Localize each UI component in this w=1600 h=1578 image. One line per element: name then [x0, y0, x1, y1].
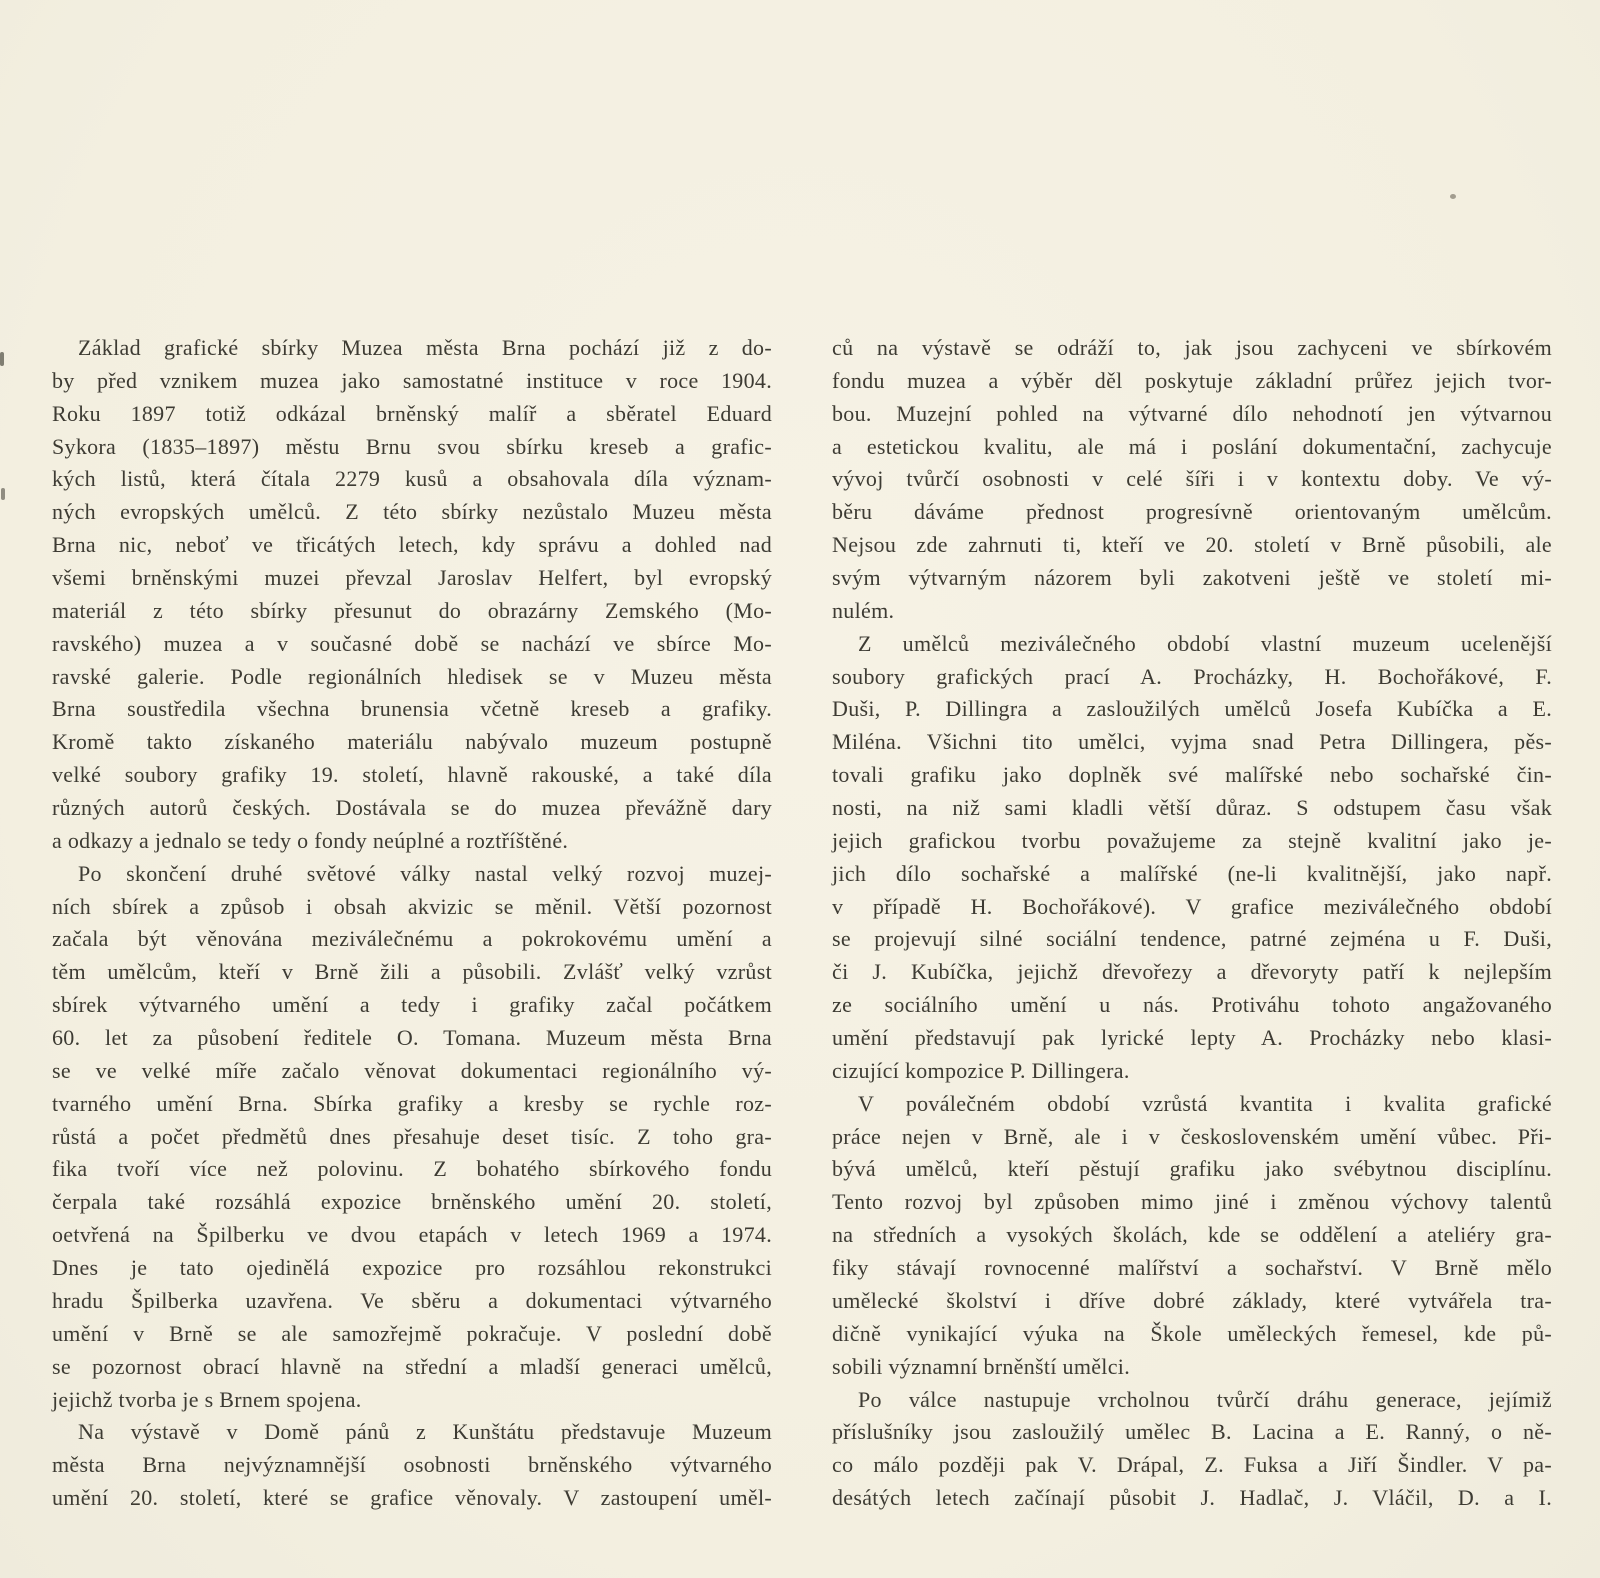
text-line: sobili významní brněnští umělci.: [832, 1353, 1130, 1379]
text-line: Základ grafické sbírky Muzea města Brna pochází již z do-: [78, 335, 772, 360]
text-line: svým výtvarným názorem byli zakotveni ještě ve století mi-: [832, 565, 1552, 591]
left-text-column: [52, 332, 772, 1515]
text-line: desátých letech začínají působit J. Hadlač, J. Vláčil, D. a I.: [832, 1485, 1552, 1511]
text-line: se pozornost obrací hlavně na střední a mladší generaci umělců,: [52, 1353, 772, 1379]
text-line: jejich grafickou tvorbu považujeme za stejně kvalitní jako je-: [832, 827, 1552, 853]
text-line: ců na výstavě se odráží to, jak jsou zachyceni ve sbírkovém: [832, 335, 1552, 360]
text-line: Miléna. Všichni tito umělci, vyjma snad Petra Dillingera, pěs-: [832, 729, 1552, 755]
text-line: soubory grafických prací A. Procházky, H. Bochořákové, F.: [832, 663, 1552, 689]
text-line: běru dáváme přednost progresívně orientovaným umělcům.: [832, 499, 1552, 525]
text-line: tovali grafiku jako doplněk své malířské nebo sochařské čin-: [832, 762, 1552, 788]
text-line: Z umělců meziválečného období vlastní muzeum ucelenější: [858, 630, 1552, 656]
text-line: ravského) muzea a v současné době se nachází ve sbírce Mo-: [52, 630, 772, 656]
text-line: umění v Brně se ale samozřejmě pokračuje. V poslední době: [52, 1320, 772, 1346]
text-line: Po válce nastupuje vrcholnou tvůrčí dráhu generace, jejímiž: [858, 1386, 1552, 1412]
text-line: Kromě takto získaného materiálu nabývalo muzeum postupně: [52, 729, 772, 755]
text-line: Nejsou zde zahrnuti ti, kteří ve 20. století v Brně působili, ale: [832, 532, 1552, 558]
text-line: a estetickou kvalitu, ale má i poslání dokumentační, zachycuje: [832, 433, 1552, 459]
text-line: 60. let za působení ředitele O. Tomana. Muzeum města Brna: [52, 1025, 772, 1051]
text-line: začala být věnována meziválečnému a pokrokovému umění a: [52, 926, 772, 952]
text-line: nosti, na niž sami kladli větší důraz. S odstupem času však: [832, 795, 1552, 821]
text-line: všemi brněnskými muzei převzal Jaroslav Helfert, byl evropský: [52, 565, 772, 591]
text-line: by před vznikem muzea jako samostatné instituce v roce 1904.: [52, 367, 772, 393]
text-line: Duši, P. Dillingra a zasloužilých umělců Josefa Kubíčka a E.: [832, 696, 1552, 722]
text-line: cizující kompozice P. Dillingera.: [832, 1057, 1130, 1083]
text-line: bývá umělců, kteří pěstují grafiku jako svébytnou disciplínu.: [832, 1156, 1552, 1182]
text-line: co málo později pak V. Drápal, Z. Fuksa a Jiří Šindler. V pa-: [832, 1452, 1552, 1478]
text-line: umělecké školství i dříve dobré základy, které vytvářela tra-: [832, 1287, 1552, 1313]
right-text-column: [832, 332, 1552, 1515]
text-line: velké soubory grafiky 19. století, hlavně rakouské, a také díla: [52, 762, 772, 788]
text-line: fondu muzea a výběr děl poskytuje základní průřez jejich tvor-: [832, 367, 1552, 393]
ink-speck: [1, 488, 5, 500]
text-line: Na výstavě v Domě pánů z Kunštátu představuje Muzeum: [78, 1419, 772, 1445]
text-line: materiál z této sbírky přesunut do obrazárny Zemského (Mo-: [52, 597, 772, 623]
text-line: Brna nic, neboť ve třicátých letech, kdy správu a dohled nad: [52, 532, 772, 558]
text-line: sbírek výtvarného umění a tedy i grafiky začal počátkem: [52, 992, 772, 1018]
text-line: Po skončení druhé světové války nastal velký rozvoj muzej-: [78, 860, 772, 886]
text-line: nulém.: [832, 597, 895, 623]
text-line: ravské galerie. Podle regionálních hledisek se v Muzeu města: [52, 663, 772, 689]
text-line: ních sbírek a způsob i obsah akvizic se měnil. Větší pozornost: [52, 893, 772, 919]
text-line: města Brna nejvýznamnější osobnosti brněnského výtvarného: [52, 1452, 772, 1478]
text-line: ných evropských umělců. Z této sbírky nezůstalo Muzeu města: [52, 499, 772, 525]
text-line: Tento rozvoj byl způsoben mimo jiné i změnou výchovy talentů: [832, 1189, 1552, 1215]
ink-speck: [0, 352, 4, 366]
ink-speck: [1450, 194, 1456, 199]
text-line: kých listů, která čítala 2279 kusů a obsahovala díla význam-: [52, 466, 772, 492]
text-line: ze sociálního umění u nás. Protiváhu tohoto angažovaného: [832, 992, 1552, 1018]
text-line: hradu Špilberka uzavřena. Ve sběru a dokumentaci výtvarného: [52, 1287, 772, 1313]
text-line: těm umělcům, kteří v Brně žili a působili. Zvlášť velký vzrůst: [52, 959, 772, 985]
text-line: Dnes je tato ojedinělá expozice pro rozsáhlou rekonstrukci: [52, 1255, 772, 1281]
text-line: bou. Muzejní pohled na výtvarné dílo nehodnotí jen výtvarnou: [832, 400, 1552, 426]
text-line: a odkazy a jednalo se tedy o fondy neúplné a roztříštěné.: [52, 827, 569, 853]
text-line: umění 20. století, které se grafice věnovaly. V zastoupení uměl-: [52, 1485, 772, 1511]
text-line: Sykora (1835–1897) městu Brnu svou sbírku kreseb a grafic-: [52, 433, 772, 459]
text-line: oetvřená na Špilberku ve dvou etapách v letech 1969 a 1974.: [52, 1222, 772, 1248]
text-line: vývoj tvůrčí osobnosti v celé šíři i v kontextu doby. Ve vý-: [832, 466, 1552, 492]
text-line: V poválečném období vzrůstá kvantita i kvalita grafické: [858, 1090, 1552, 1116]
text-line: umění představují pak lyrické lepty A. Procházky nebo klasi-: [832, 1025, 1552, 1051]
text-line: se ve velké míře začalo věnovat dokumentaci regionálního vý-: [52, 1057, 772, 1083]
text-line: Roku 1897 totiž odkázal brněnský malíř a sběratel Eduard: [52, 400, 772, 426]
text-line: se projevují silné sociální tendence, patrné zejména u F. Duši,: [832, 926, 1552, 952]
text-line: příslušníky jsou zasloužilý umělec B. Lacina a E. Ranný, o ně-: [832, 1419, 1552, 1445]
text-line: fiky stávají rovnocenné malířství a sochařství. V Brně mělo: [832, 1255, 1552, 1281]
text-line: jich dílo sochařské a malířské (ne-li kvalitnější, jako např.: [832, 860, 1552, 886]
text-line: fika tvoří více než polovinu. Z bohatého sbírkového fondu: [52, 1156, 772, 1182]
text-line: různých autorů českých. Dostávala se do muzea převážně dary: [52, 795, 772, 821]
text-line: jejichž tvorba je s Brnem spojena.: [52, 1386, 362, 1412]
text-line: v případě H. Bochořákové). V grafice meziválečného období: [832, 893, 1552, 919]
text-line: či J. Kubíčka, jejichž dřevořezy a dřevoryty patří k nejlepším: [832, 959, 1552, 985]
text-line: na středních a vysokých školách, kde se oddělení a ateliéry gra-: [832, 1222, 1552, 1248]
text-line: čerpala také rozsáhlá expozice brněnského umění 20. století,: [52, 1189, 772, 1215]
text-line: dičně vynikající výuka na Škole uměleckých řemesel, kde pů-: [832, 1320, 1552, 1346]
text-line: Brna soustředila všechna brunensia včetně kreseb a grafiky.: [52, 696, 772, 722]
text-line: tvarného umění Brna. Sbírka grafiky a kresby se rychle roz-: [52, 1090, 772, 1116]
text-line: práce nejen v Brně, ale i v československém umění vůbec. Při-: [832, 1123, 1552, 1149]
text-line: růstá a počet předmětů dnes přesahuje deset tisíc. Z toho gra-: [52, 1123, 772, 1149]
